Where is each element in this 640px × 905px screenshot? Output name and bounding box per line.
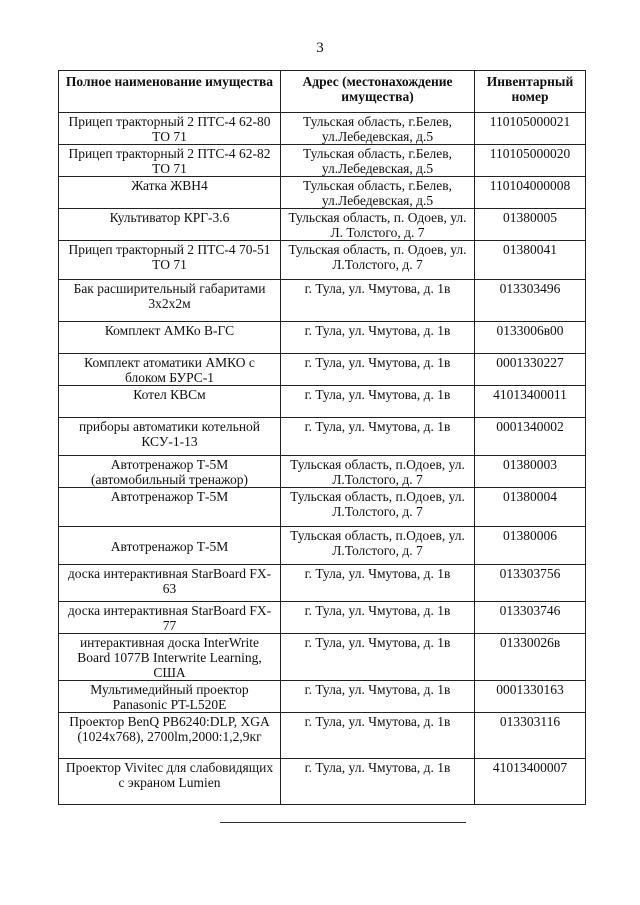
table-row xyxy=(59,565,586,602)
cell-number: 0001340002 xyxy=(475,418,586,456)
cell-name: Мультимедийный проектор Panasonic PT-L520E xyxy=(59,681,281,713)
cell-name: Автотренажор Т-5М xyxy=(59,488,281,527)
cell-name: Проектор BenQ PB6240:DLP, XGA (1024x768), 2700lm,2000:1,2,9кг xyxy=(59,713,281,759)
cell-address: г. Тула, ул. Чмутова, д. 1в xyxy=(281,354,475,386)
cell-number: 41013400007 xyxy=(475,759,586,805)
header-name: Полное наименование имущества xyxy=(59,71,281,113)
cell-name: Комплект атоматики АМКО с блоком БУРС-1 xyxy=(59,354,281,386)
table-row xyxy=(59,241,586,280)
header-number: Инвентарный номер xyxy=(475,71,586,113)
cell-number: 013303116 xyxy=(475,713,586,759)
cell-name: приборы автоматики котельной КСУ-1-13 xyxy=(59,418,281,456)
cell-name: Автотренажор Т-5М xyxy=(59,527,281,565)
cell-number: 110105000020 xyxy=(475,145,586,177)
cell-name: Комплект АМКо В-ГС xyxy=(59,322,281,354)
table-row xyxy=(59,418,586,456)
cell-number: 013303496 xyxy=(475,280,586,322)
cell-name: Проектор Vivitec для слабовидящих с экраном Lumien xyxy=(59,759,281,805)
cell-address: г. Тула, ул. Чмутова, д. 1в xyxy=(281,602,475,634)
cell-name: Прицеп тракторный 2 ПТС-4 62-82 ТО 71 xyxy=(59,145,281,177)
table-row xyxy=(59,488,586,527)
cell-address: Тульская область, г.Белев, ул.Лебедевская, д.5 xyxy=(281,145,475,177)
cell-address: г. Тула, ул. Чмутова, д. 1в xyxy=(281,713,475,759)
cell-name: Прицеп тракторный 2 ПТС-4 62-80 ТО 71 xyxy=(59,113,281,145)
cell-address: Тульская область, п.Одоев, ул. Л.Толстого, д. 7 xyxy=(281,488,475,527)
table-row xyxy=(59,634,586,681)
table-row xyxy=(59,322,586,354)
cell-number: 0001330163 xyxy=(475,681,586,713)
table-row xyxy=(59,209,586,241)
cell-name: Прицеп тракторный 2 ПТС-4 70-51 ТО 71 xyxy=(59,241,281,280)
cell-address: Тульская область, п.Одоев, ул. Л.Толстого, д. 7 xyxy=(281,527,475,565)
cell-address: г. Тула, ул. Чмутова, д. 1в xyxy=(281,280,475,322)
cell-address: Тульская область, п.Одоев, ул. Л.Толстого, д. 7 xyxy=(281,456,475,488)
cell-address: г. Тула, ул. Чмутова, д. 1в xyxy=(281,681,475,713)
cell-number: 110105000021 xyxy=(475,113,586,145)
cell-address: г. Тула, ул. Чмутова, д. 1в xyxy=(281,565,475,602)
table-row xyxy=(59,456,586,488)
table-header-row xyxy=(59,71,586,113)
table-row xyxy=(59,713,586,759)
table-row xyxy=(59,759,586,805)
footer-rule xyxy=(220,822,466,823)
cell-name: Жатка ЖВН4 xyxy=(59,177,281,209)
cell-name: доска интерактивная StarBoard FX-63 xyxy=(59,565,281,602)
cell-address: г. Тула, ул. Чмутова, д. 1в xyxy=(281,418,475,456)
cell-number: 01380003 xyxy=(475,456,586,488)
cell-number: 41013400011 xyxy=(475,386,586,418)
cell-address: г. Тула, ул. Чмутова, д. 1в xyxy=(281,386,475,418)
table-row xyxy=(59,681,586,713)
cell-number: 01330026в xyxy=(475,634,586,681)
cell-name: доска интерактивная StarBoard FX-77 xyxy=(59,602,281,634)
table-row xyxy=(59,177,586,209)
cell-number: 0133006в00 xyxy=(475,322,586,354)
table-row xyxy=(59,527,586,565)
cell-name: Бак расширительный габаритами 3х2х2м xyxy=(59,280,281,322)
cell-number: 01380006 xyxy=(475,527,586,565)
page-number: 3 xyxy=(316,40,324,56)
table-row xyxy=(59,386,586,418)
table-row xyxy=(59,145,586,177)
cell-address: Тульская область, п. Одоев, ул. Л.Толстого, д. 7 xyxy=(281,241,475,280)
cell-number: 0001330227 xyxy=(475,354,586,386)
cell-number: 01380005 xyxy=(475,209,586,241)
cell-address: г. Тула, ул. Чмутова, д. 1в xyxy=(281,759,475,805)
cell-name: Автотренажор Т-5М (автомобильный тренажор) xyxy=(59,456,281,488)
cell-name: Культиватор КРГ-3.6 xyxy=(59,209,281,241)
cell-number: 01380041 xyxy=(475,241,586,280)
table-row xyxy=(59,602,586,634)
cell-number: 013303756 xyxy=(475,565,586,602)
table-row xyxy=(59,280,586,322)
cell-number: 110104000008 xyxy=(475,177,586,209)
table-row xyxy=(59,354,586,386)
cell-address: г. Тула, ул. Чмутова, д. 1в xyxy=(281,322,475,354)
table-row xyxy=(59,113,586,145)
property-table xyxy=(58,70,586,805)
cell-address: Тульская область, г.Белев, ул.Лебедевская, д.5 xyxy=(281,113,475,145)
cell-address: г. Тула, ул. Чмутова, д. 1в xyxy=(281,634,475,681)
header-address: Адрес (местонахождение имущества) xyxy=(281,71,475,113)
cell-name: интерактивная доска InterWrite Board 1077B Interwrite Learning, США xyxy=(59,634,281,681)
cell-number: 01380004 xyxy=(475,488,586,527)
cell-name: Котел КВСм xyxy=(59,386,281,418)
cell-address: Тульская область, п. Одоев, ул. Л. Толстого, д. 7 xyxy=(281,209,475,241)
cell-address: Тульская область, г.Белев, ул.Лебедевская, д.5 xyxy=(281,177,475,209)
cell-number: 013303746 xyxy=(475,602,586,634)
